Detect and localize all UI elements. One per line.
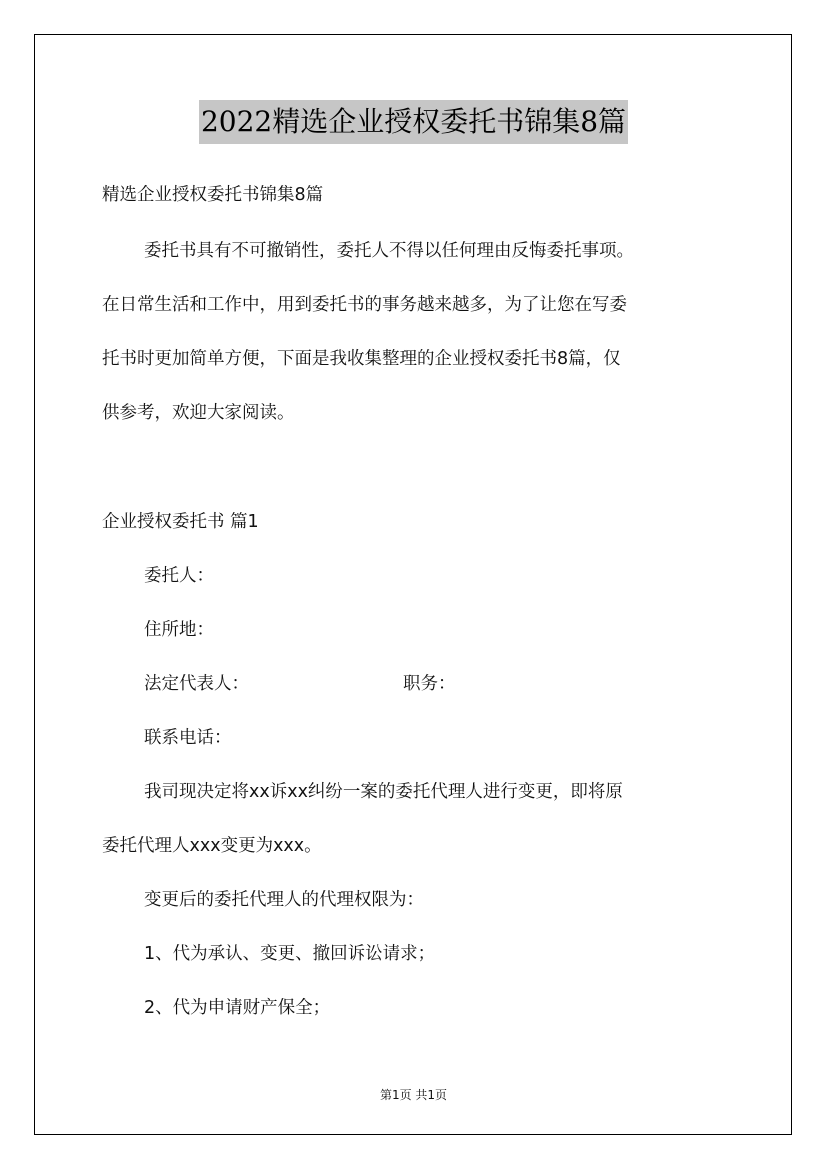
document-title bbox=[0, 100, 827, 144]
field-address: 住所地： bbox=[144, 620, 214, 640]
intro-line-2: 在日常生活和工作中，用到委托书的事务越来越多，为了让您在写委 bbox=[102, 295, 627, 315]
field-position: 职务： bbox=[403, 674, 456, 694]
intro-line-3: 托书时更加简单方便，下面是我收集整理的企业授权委托书8篇，仅 bbox=[102, 349, 621, 369]
document-subtitle: 精选企业授权委托书锦集8篇 bbox=[102, 185, 324, 205]
document-title-text: 2022精选企业授权委托书锦集8篇 bbox=[199, 100, 628, 144]
body-line-4: 1、代为承认、变更、撤回诉讼请求； bbox=[144, 944, 436, 964]
body-line-3: 变更后的委托代理人的代理权限为： bbox=[144, 890, 424, 910]
section-heading: 企业授权委托书 篇1 bbox=[102, 512, 259, 532]
intro-line-4: 供参考，欢迎大家阅读。 bbox=[102, 403, 295, 423]
body-line-1: 我司现决定将xx诉xx纠纷一案的委托代理人进行变更，即将原 bbox=[144, 782, 623, 802]
body-line-2: 委托代理人xxx变更为xxx。 bbox=[102, 836, 322, 856]
field-client: 委托人： bbox=[144, 566, 214, 586]
body-line-5: 2、代为申请财产保全； bbox=[144, 998, 331, 1018]
intro-line-1: 委托书具有不可撤销性，委托人不得以任何理由反悔委托事项。 bbox=[144, 241, 634, 261]
field-phone: 联系电话： bbox=[144, 728, 232, 748]
field-legal-rep: 法定代表人： bbox=[144, 674, 249, 694]
page-footer: 第1页 共1页 bbox=[379, 1088, 448, 1102]
